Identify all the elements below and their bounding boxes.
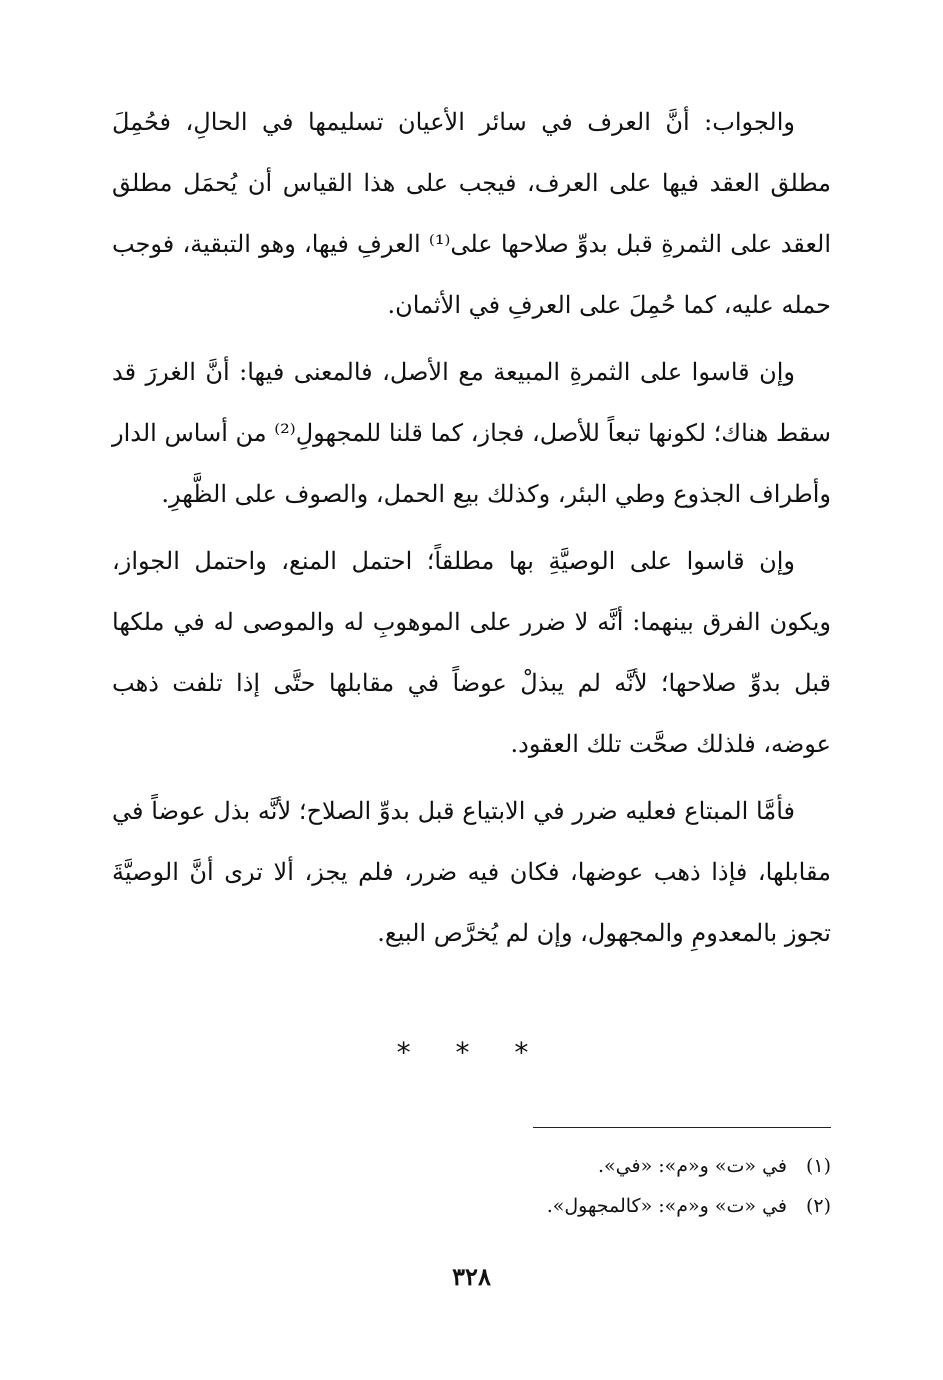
footnote-number: (١) <box>805 1155 831 1177</box>
footnote <box>112 1186 831 1226</box>
paragraph: وإن قاسوا على الوصيَّةِ بها مطلقاً؛ احتمل المنع، واحتمل الجواز، ويكون الفرق بينهما: أنَّه لا ضرر على الموهوبِ له والموصى له في ملكها قبل بدوِّ صلاحها؛ لأنَّه لم يبذلْ عوضاً في مقابلها حتَّى إذا تلفت ذهب عوضه، فلذلك صحَّت تلك العقود. <box>112 547 831 758</box>
footnote-text: في «ت» و«م»: «كالمجهول». <box>546 1195 787 1217</box>
paragraph: والجواب: أنَّ العرف في سائر الأعيان تسليمها في الحالِ، فحُمِلَ مطلق العقد فيها على العرف، فيجب على هذا القياس أن يُحمَل مطلق العقد على الثمرةِ قبل بدوِّ صلاحها على⁽¹⁾ العرفِ فيها، وهو التبقية، فوجب حمله عليه، كما حُمِلَ على العرفِ في الأثمان. <box>112 108 831 319</box>
footnote-divider <box>533 1127 831 1128</box>
main-text <box>112 92 831 964</box>
footnote-number: (٢) <box>805 1195 831 1217</box>
page-number: ٣٢٨ <box>452 1262 491 1291</box>
footnotes <box>112 1146 831 1226</box>
paragraph: فأمَّا المبتاع فعليه ضرر في الابتياع قبل بدوِّ الصلاح؛ لأنَّه بذل عوضاً في مقابلها، فإذا ذهب عوضها، فكان فيه ضرر، فلم يجز، ألا ترى أنَّ الوصيَّةَ تجوز بالمعدومِ والمجهول، وإن لم يُخرَّص البيع. <box>112 797 831 947</box>
paragraph: وإن قاسوا على الثمرةِ المبيعة مع الأصل، فالمعنى فيها: أنَّ الغررَ قد سقط هناك؛ لكونها تبعاً للأصل، فجاز، كما قلنا للمجهولِ⁽²⁾ من أساس الدار وأطراف الجذوع وطي البئر، وكذلك بيع الحمل، والصوف على الظَّهرِ. <box>112 358 831 508</box>
footnote-text: في «ت» و«م»: «في». <box>598 1155 787 1177</box>
section-separator: * * * <box>396 1036 547 1069</box>
footnote <box>112 1146 831 1186</box>
